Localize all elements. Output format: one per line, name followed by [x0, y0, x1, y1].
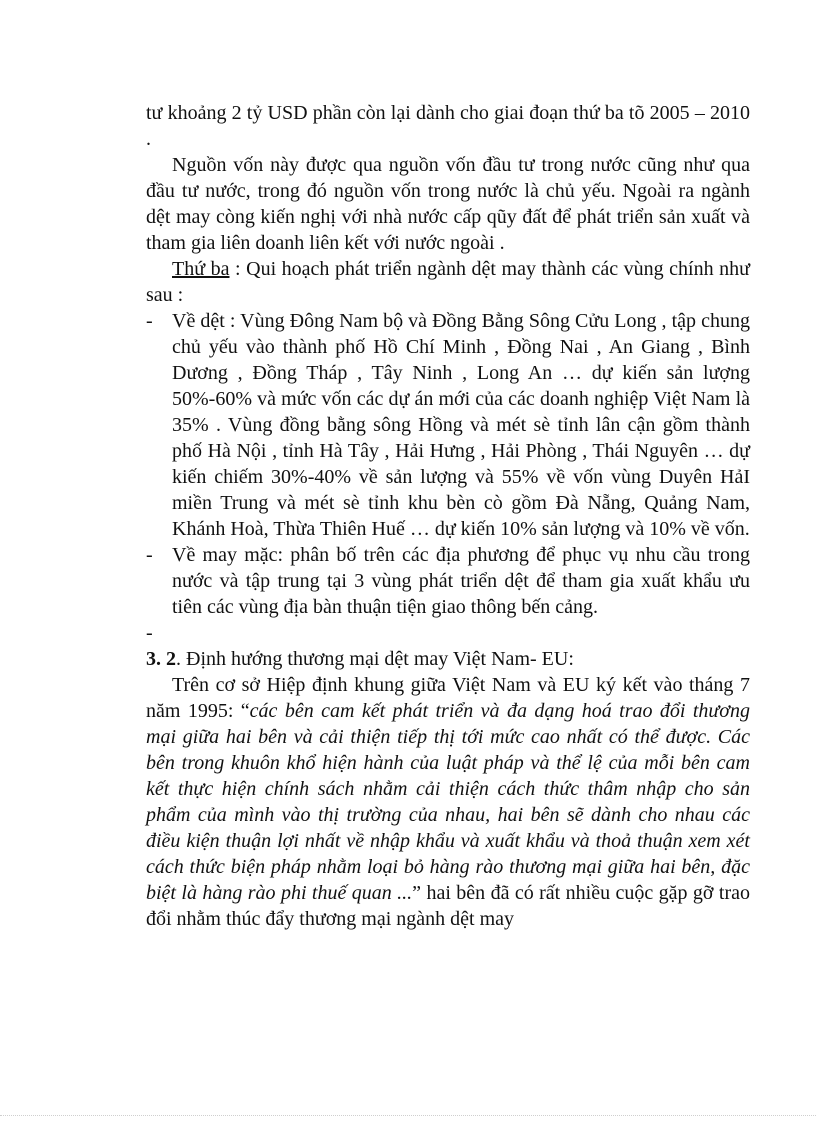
paragraph-framework-agreement — [146, 672, 750, 932]
document-page — [146, 100, 750, 932]
third-point-text: : Qui hoạch phát triển ngành dệt may thành các vùng chính như sau : — [146, 258, 750, 306]
paragraph-investment-phase: tư khoảng 2 tỷ USD phần còn lại dành cho giai đoạn thứ ba tõ 2005 – 2010 . — [146, 102, 750, 150]
agreement-quote: các bên cam kết phát triển và đa dạng hoá trao đổi thương mại giữa hai bên và cải thiện tiếp thị tới mức cao nhất có thể được. Các bên trong khuôn khổ hiện hành của luật pháp và thể lệ của mỗi bên cam kết thực hiện chính sách nhằm cải thiện cách thức thâm nhập cho sản phẩm của mình vào thị trường của nhau, hai bên sẽ dành cho nhau các điều kiện thuận lợi nhất về nhập khẩu và xuất khẩu và thoả thuận xem xét cách thức biện pháp nhằm loại bỏ hàng rào thương mại giữa hai bên, đặc biệt là hàng rào phi thuế quan ... — [146, 700, 750, 904]
list-item-garment — [146, 542, 750, 620]
list-item-textile-text: Về dệt : Vùng Đông Nam bộ và Đồng Bằng Sông Cửu Long , tập chung chủ yếu vào thành phố Hồ Chí Minh , Đồng Nai , An Giang , Bình Dương , Đồng Tháp , Tây Ninh , Long An … dự kiến sản lượng 50%-60% và mức vốn các dự án mới của các doanh nghiệp Việt Nam là 35% . Vùng đồng bằng sông Hồng và mét sè tỉnh lân cận gồm thành phố Hà Nội , tỉnh Hà Tây , Hải Hưng , Hải Phòng , Thái Nguyên … dự kiến chiếm 30%-40% về sản lượng và 55% về vốn vùng Duyên HảI miền Trung và mét sè tỉnh khu bèn cò gồm Đà Nẵng, Quảng Nam, Khánh Hoà, Thừa Thiên Huế … dự kiến 10% sản lượng và 10% về vốn. — [172, 310, 750, 540]
section-title: . Định hướng thương mại dệt may Việt Nam- EU: — [176, 648, 574, 670]
section-number: 3. 2 — [146, 648, 176, 670]
page-bottom-divider — [0, 1115, 816, 1116]
third-point-label: Thứ ba — [172, 258, 230, 280]
dash-bullet: - — [146, 310, 153, 332]
list-item-garment-text: Về may mặc: phân bố trên các địa phương để phục vụ nhu cầu trong nước và tập trung tại 3 vùng phát triển dệt để tham gia xuất khẩu ưu tiên các vùng địa bàn thuận tiện giao thông bến cảng. — [172, 544, 750, 618]
paragraph-third-point — [146, 256, 750, 308]
list-item-textile — [146, 308, 750, 542]
section-heading — [146, 646, 750, 672]
agreement-intro: Trên cơ sở Hiệp định khung giữa Việt Nam và EU ký kết vào tháng 7 năm 1995: “ — [146, 674, 750, 722]
list-item-empty — [146, 620, 750, 646]
agreement-close: ” hai bên đã có rất nhiều cuộc gặp gỡ trao đổi nhằm thúc đẩy thương mại ngành dệt may — [146, 882, 750, 930]
dash-bullet: - — [146, 622, 153, 644]
paragraph-capital-source: Nguồn vốn này được qua nguồn vốn đầu tư trong nước cũng như qua đầu tư nước, trong đó nguồn vốn trong nước là chủ yếu. Ngoài ra ngành dệt may còng kiến nghị với nhà nước cấp qũy đất để phát triển sản xuất và tham gia liên doanh liên kết với nước ngoài . — [146, 154, 750, 254]
region-list — [146, 308, 750, 646]
dash-bullet: - — [146, 544, 153, 566]
